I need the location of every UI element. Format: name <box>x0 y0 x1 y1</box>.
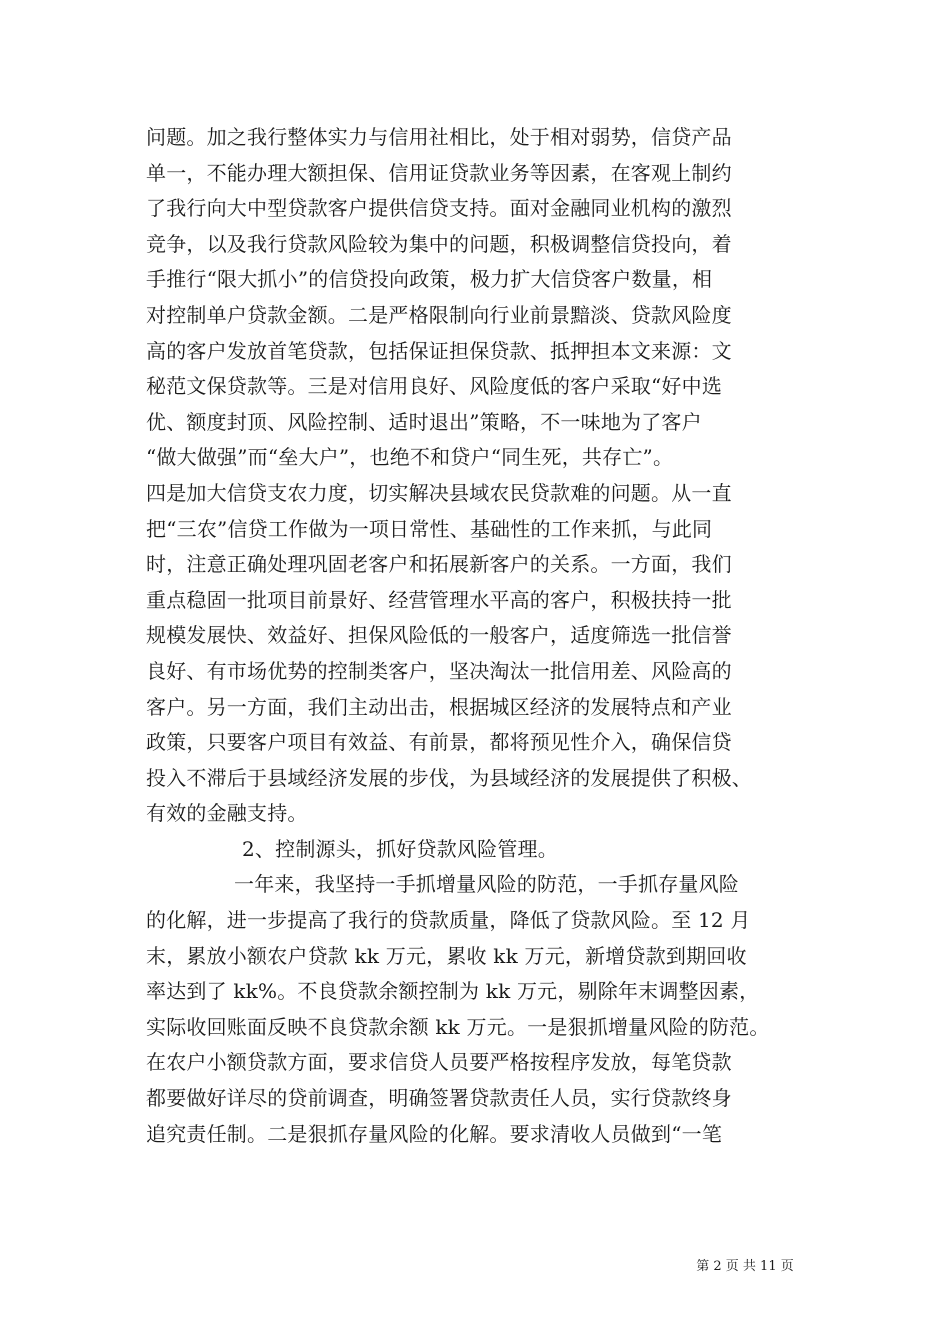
body-line: 都要做好详尽的贷前调查，明确签署贷款责任人员，实行贷款终身 <box>146 1086 732 1111</box>
body-line: 追究责任制。二是狠抓存量风险的化解。要求清收人员做到“一笔 <box>146 1121 723 1146</box>
body-line: 秘范文保贷款等。三是对信用良好、风险度低的客户采取“好中选 <box>146 374 723 399</box>
body-line: 有效的金融支持。 <box>146 801 308 826</box>
body-line: 客户。另一方面，我们主动出击，根据城区经济的发展特点和产业 <box>146 694 732 719</box>
body-line: 投入不滞后于县域经济发展的步伐，为县域经济的发展提供了积极、 <box>146 765 752 790</box>
document-body <box>146 120 826 1152</box>
body-line: 末，累放小额农户贷款 kk 万元，累收 kk 万元，新增贷款到期回收 <box>146 943 747 968</box>
body-line: 了我行向大中型贷款客户提供信贷支持。面对金融同业机构的激烈 <box>146 196 732 221</box>
body-line: 重点稳固一批项目前景好、经营管理水平高的客户，积极扶持一批 <box>146 587 732 612</box>
body-line: 把“三农”信贷工作做为一项日常性、基础性的工作来抓，与此同 <box>146 516 713 541</box>
body-line: “做大做强”而“垒大户”，也绝不和贷户“同生死，共存亡”。 <box>146 445 674 470</box>
body-line: 优、额度封顶、风险控制、适时退出”策略，不一味地为了客户 <box>146 409 702 434</box>
body-line: 单一，不能办理大额担保、信用证贷款业务等因素，在客观上制约 <box>146 160 732 185</box>
body-line: 时，注意正确处理巩固老客户和拓展新客户的关系。一方面，我们 <box>146 552 732 577</box>
body-line: 良好、有市场优势的控制类客户，坚决淘汰一批信用差、风险高的 <box>146 658 732 683</box>
body-line: 规模发展快、效益好、担保风险低的一般客户，适度筛选一批信誉 <box>146 623 732 648</box>
body-line: 问题。加之我行整体实力与信用社相比，处于相对弱势，信贷产品 <box>146 125 732 149</box>
body-line: 竞争，以及我行贷款风险较为集中的问题，积极调整信贷投向，着 <box>146 231 732 256</box>
body-line: 实际收回账面反映不良贷款余额 kk 万元。一是狠抓增量风险的防范。 <box>146 1014 770 1039</box>
body-line: 在农户小额贷款方面，要求信贷人员要严格按程序发放，每笔贷款 <box>146 1050 732 1075</box>
page-footer <box>0 1258 950 1276</box>
body-line: 的化解，进一步提高了我行的贷款质量，降低了贷款风险。至 12 月 <box>146 908 751 933</box>
page-number: 第 2 页 共 11 页 <box>696 1259 794 1274</box>
paragraph-start-line: 一年来，我坚持一手抓增量风险的防范，一手抓存量风险 <box>234 872 739 897</box>
body-line: 率达到了 kk%。不良贷款余额控制为 kk 万元，剔除年末调整因素， <box>146 979 760 1004</box>
body-line: 四是加大信贷支农力度，切实解决县域农民贷款难的问题。从一直 <box>146 480 732 505</box>
body-line: 手推行“限大抓小”的信贷投向政策，极力扩大信贷客户数量，相 <box>146 267 713 292</box>
section-heading: 2、控制源头，抓好贷款风险管理。 <box>242 836 558 861</box>
body-line: 高的客户发放首笔贷款，包括保证担保贷款、抵押担本文来源：文 <box>146 338 732 363</box>
body-line: 政策，只要客户项目有效益、有前景，都将预见性介入，确保信贷 <box>146 730 732 755</box>
body-line: 对控制单户贷款金额。二是严格限制向行业前景黯淡、贷款风险度 <box>146 302 732 327</box>
